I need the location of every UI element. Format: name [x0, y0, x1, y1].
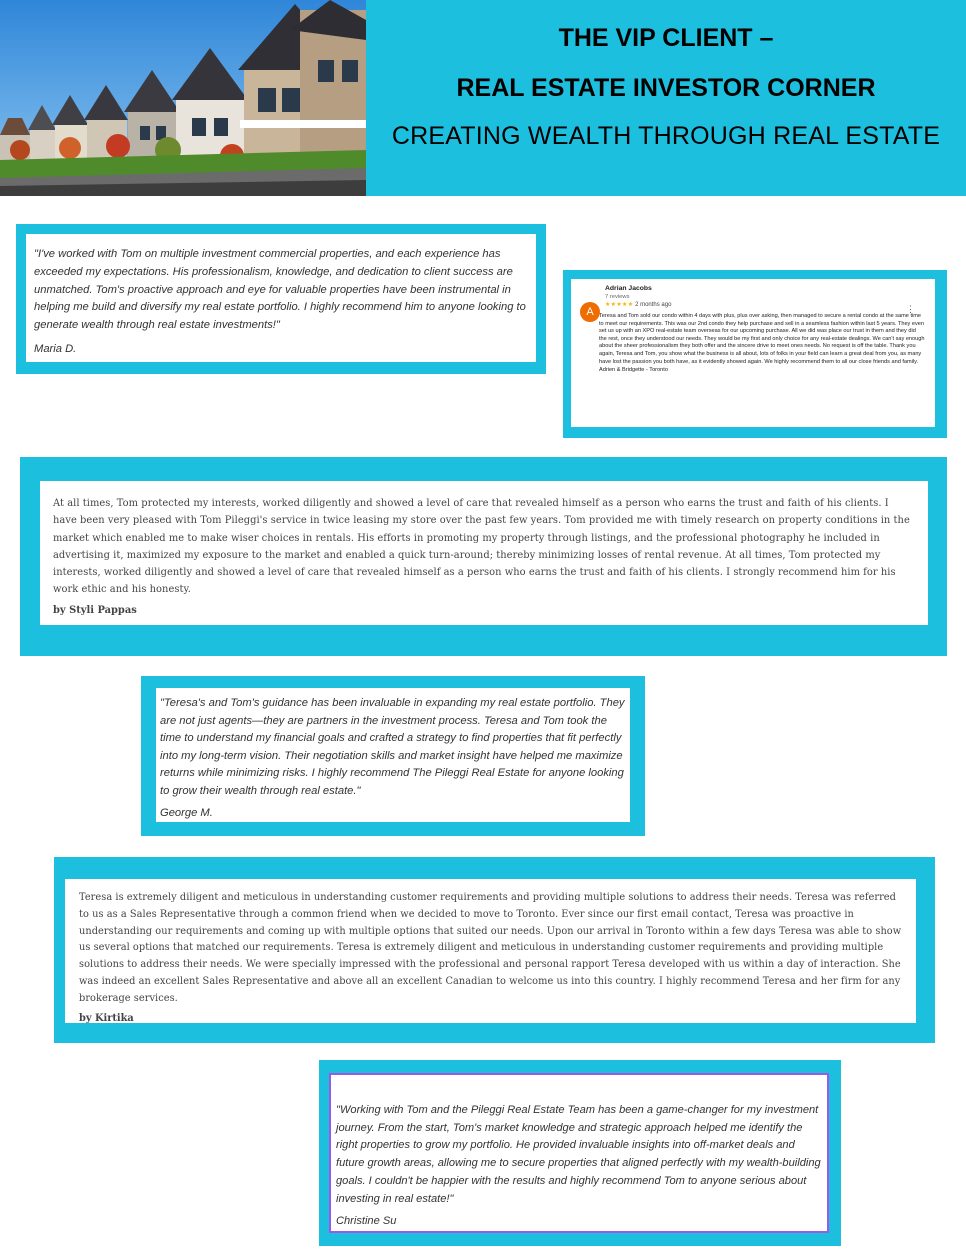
- header-banner: [366, 0, 966, 196]
- more-options-icon[interactable]: ⋮: [906, 304, 915, 314]
- review-time: 2 months ago: [635, 302, 672, 308]
- testimonial-quote: At all times, Tom protected my interests, worked diligently and showed a level of care that revealed himself as a person who earns the trust and faith of his clients. I have been very pleased with Tom Pileggi's service in twice leasing my store over the past few years. Tom provided me with timely research on property conditions in the market which enabled me to make wiser choices in rentals. His efforts in promoting my property through listings, and the professional photography he included in advertising it, maximized my exposure to the market and enabled a quick turn-around; thereby minimizing losses of rental revenue. At all times, Tom protected my interests, worked diligently and showed a level of care that revealed himself as a person who earns the trust and faith of his clients. I strongly recommend him for his work ethic and his honesty.: [53, 498, 910, 596]
- testimonial-quote: "I've worked with Tom on multiple investment commercial properties, and each experience has exceeded my expectations. His professionalism, knowledge, and dedication to client success are unmatched. Tom's proactive approach and eye for valuable properties have been instrumental in helping me build and diversify my real estate portfolio. I highly recommend him to anyone looking to generate wealth through real estate investments!": [34, 248, 526, 332]
- testimonial-author: Christine Su: [336, 1215, 397, 1228]
- reviewer-avatar: A: [580, 302, 600, 322]
- review-signature: Adrien & Bridgette - Toronto: [599, 367, 668, 374]
- testimonial-author: George M.: [160, 806, 213, 819]
- testimonial-card-christine: [319, 1060, 841, 1246]
- testimonial-card-kirtika: [54, 857, 935, 1043]
- testimonial-card-inner: [156, 688, 630, 822]
- testimonial-quote: "Working with Tom and the Pileggi Real Estate Team has been a game-changer for my investment journey. From the start, Tom's market knowledge and strategic approach helped me identify the right properties to grow my portfolio. He provided invaluable insights into off-market deals and future growth areas, allowing me to secure properties that aligned perfectly with my wealth-building goals. I couldn't be happier with the results and highly recommend Tom to anyone serious about investing in real estate!": [336, 1104, 821, 1205]
- testimonial-card-maria: [16, 224, 546, 374]
- reviewer-name[interactable]: Adrian Jacobs: [605, 285, 652, 292]
- testimonial-card-inner: [329, 1073, 829, 1233]
- header-photo: [0, 0, 366, 196]
- header-title-line1: THE VIP CLIENT –: [558, 24, 774, 52]
- testimonial-quote: "Teresa's and Tom's guidance has been invaluable in expanding my real estate portfolio. They are not just agents—they are partners in the investment process. Teresa and Tom took the time to understand my financial goals and crafted a strategy to find properties that fit perfectly into my long-term vision. Their negotiation skills and market insight have helped me maximize returns while minimizing risks. I highly recommend The Pileggi Real Estate for anyone looking to grow their wealth through real estate.": [160, 697, 625, 797]
- review-meta: [605, 301, 925, 310]
- testimonial-card-inner: [65, 879, 916, 1023]
- testimonial-author: by Kirtika: [79, 1012, 134, 1024]
- testimonial-card-george: [141, 676, 645, 836]
- google-review-card: [563, 270, 947, 438]
- reviewer-review-count: 7 reviews: [605, 294, 630, 300]
- testimonial-author: Maria D.: [34, 342, 77, 355]
- star-rating-icon: ★★★★★: [605, 302, 634, 308]
- header-title-line2: REAL ESTATE INVESTOR CORNER: [456, 74, 876, 102]
- houses-illustration: [0, 0, 366, 196]
- testimonial-author: by Styli Pappas: [53, 604, 137, 616]
- testimonial-card-inner: [40, 481, 928, 625]
- testimonial-card-inner: [26, 234, 536, 362]
- testimonial-quote: Teresa is extremely diligent and meticulous in understanding customer requirements and providing multiple solutions to address their needs. Teresa was referred to us as a Sales Representative through a common friend when we decided to move to Toronto. Ever since our first email contact, Teresa was proactive in understanding our requirements and coming up with multiple options that suited our needs. Upon our arrival in Toronto within a few days Teresa was able to show us several options that matched our requirements. Teresa is extremely diligent and meticulous in understanding customer requirements and providing multiple solutions to address their needs. We were specially impressed with the professional and personal rapport Teresa developed with us within a day of interaction. She was indeed an excellent Sales Representative and above all an excellent Canadian to welcome us into this country. I highly recommend Teresa and her firm for any brokerage services.: [79, 892, 902, 1004]
- review-body: Teresa and Tom sold our condo within 4 days with plus, plus over asking, then managed to secure a rental condo at the same time to meet our requirements. This was our 2nd condo they help purchase and sell in a seamless fashion within last 5 years. They even set us up with an XPO real-estate team overseas for our upcoming purchase. All we did was place our trust in them and they did the rest, once they understood our needs. They would be my first and only choice for any real-estate dealings. We can't say enough about the sheer professionalism they both offer and the sincere drive to meet ones needs. No request is off the table. Thank you again, Teresa and Tom, you show what the business is all about, lots of folks in your field can learn a great deal from you, as many have lost the passion you both have, as it evidently showed again. We highly recommend them to all our close friends and family.: [599, 313, 925, 365]
- testimonial-card-styli: [20, 457, 947, 656]
- google-review-inner: [571, 279, 935, 427]
- header-subtitle: CREATING WEALTH THROUGH REAL ESTATE: [391, 122, 941, 150]
